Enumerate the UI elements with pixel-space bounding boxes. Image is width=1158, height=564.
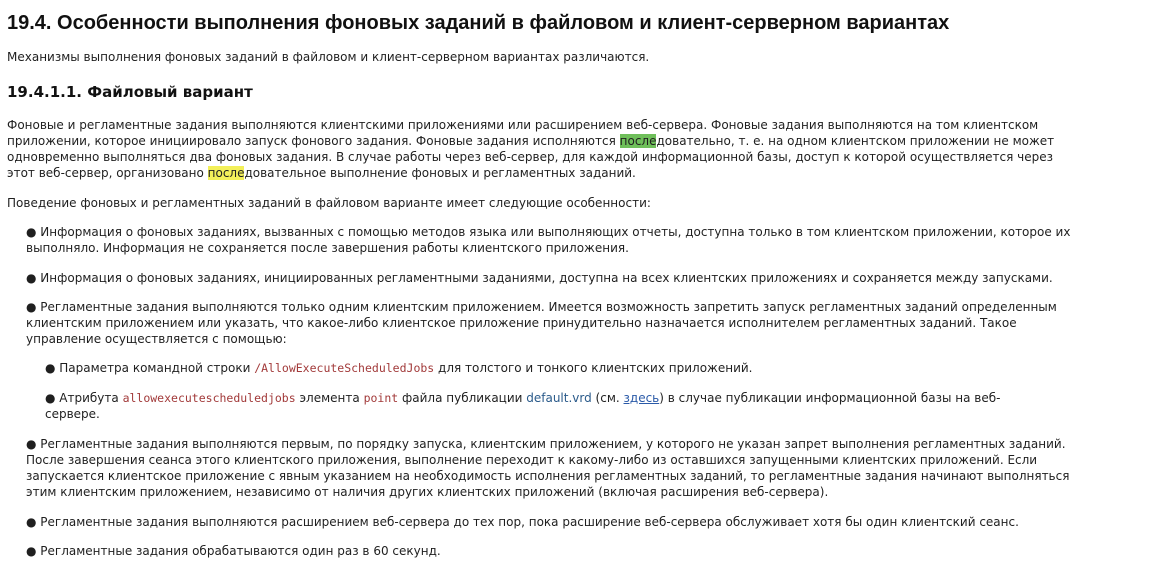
list-item-line: запускается клиентское приложение с явным указанием на необходимость исполнения регламентных заданий, то регламентные задания начинают выполняться (26, 469, 1070, 483)
paragraph-behavior: Поведение фоновых и регламентных заданий в файловом варианте имеет следующие особенности: (7, 196, 651, 210)
list-item-line: ● Информация о фоновых заданиях, вызванных с помощью методов языка или выполняющих отчеты, доступна только в том клиентском приложении, которое их (26, 225, 1071, 239)
here-link[interactable]: здесь (623, 391, 660, 405)
text-fragment: довательно, т. е. на одном клиентском приложении не может (656, 134, 1055, 148)
list-item-line: ● Регламентные задания выполняются расширением веб-сервера до тех пор, пока расширение веб-сервера обслуживает хотя бы один клиентский сеанс. (26, 515, 1019, 529)
search-highlight: после (207, 166, 245, 180)
text-fragment: для толстого и тонкого клиентских приложений. (434, 361, 753, 375)
text-fragment: приложении, которое инициировало запуск фонового задания. Фоновые задания исполняются (7, 134, 620, 148)
search-highlight-current: после (619, 134, 657, 148)
paragraph-line (7, 165, 1152, 181)
list-item (26, 299, 1057, 347)
list-item-line: ● Регламентные задания выполняются первым, по порядку запуска, клиентским приложением, у которого не указан запрет выполнения регламентных заданий. (26, 437, 1066, 451)
text-fragment: (см. (591, 391, 624, 405)
text-fragment: ) в случае публикации информационной базы на веб- (659, 391, 1001, 405)
section-title: 19.4.1.1. Файловый вариант (7, 83, 253, 101)
list-item (26, 224, 1070, 256)
sub-list-item (45, 360, 753, 376)
paragraph-line (7, 133, 1152, 149)
code-attribute: allowexecutescheduledjobs (122, 391, 296, 405)
list-item-line: После завершения сеанса этого клиентского приложения, выполнение переходит к какому-либо из оставшихся запущенными клиентских приложений. Если (26, 453, 1038, 467)
list-item-line (45, 390, 1001, 406)
text-fragment: ● Атрибута (45, 391, 123, 405)
list-item-line: ● Информация о фоновых заданиях, инициированных регламентными заданиями, доступна на всех клиентских приложениях и сохраняется между запусками. (26, 271, 1053, 285)
list-item-line: управление осуществляется с помощью: (26, 332, 287, 346)
list-item-line: ● Регламентные задания обрабатываются один раз в 60 секунд. (26, 544, 441, 558)
list-item (26, 514, 1019, 530)
text-fragment: этот веб-сервер, организовано (7, 166, 208, 180)
code-command-line-param: /AllowExecuteScheduledJobs (254, 361, 435, 375)
list-item-line: этим клиентским приложением, независимо от наличия других клиентских приложений (включая расширения веб-сервера). (26, 485, 829, 499)
paragraph-execution (7, 117, 1152, 181)
list-item-line: ● Регламентные задания выполняются только одним клиентским приложением. Имеется возможность запретить запуск регламентных заданий определенным (26, 300, 1057, 314)
page-title: 19.4. Особенности выполнения фоновых заданий в файловом и клиент-серверном вариантах (7, 12, 950, 34)
list-item-line: сервере. (45, 407, 100, 421)
list-item-line: клиентским приложением или указать, что какое-либо клиентское приложение принудительно назначается исполнителем регламентных заданий. Такое (26, 316, 1017, 330)
text-fragment: элемента (295, 391, 364, 405)
text-fragment: довательное выполнение фоновых и регламентных заданий. (244, 166, 636, 180)
paragraph-line: Фоновые и регламентные задания выполняются клиентскими приложениями или расширением веб-сервера. Фоновые задания выполняются на том клиентском (7, 118, 1039, 132)
default-vrd-link[interactable]: default.vrd (526, 391, 592, 405)
sub-list-item (45, 390, 1001, 422)
paragraph-line: одновременно выполняться два фоновых задания. В случае работы через веб-сервер, для каждой информационной базы, доступ к которой осуществляется через (7, 150, 1054, 164)
list-item (26, 543, 441, 559)
list-item (26, 270, 1053, 286)
text-fragment: файла публикации (398, 391, 527, 405)
code-element: point (363, 391, 399, 405)
list-item (26, 436, 1069, 500)
list-item-line: выполняло. Информация не сохраняется после завершения работы клиентского приложения. (26, 241, 629, 255)
text-fragment: ● Параметра командной строки (45, 361, 255, 375)
list-item-line (45, 360, 753, 376)
intro-paragraph: Механизмы выполнения фоновых заданий в файловом и клиент-серверном вариантах различаются. (7, 50, 650, 64)
